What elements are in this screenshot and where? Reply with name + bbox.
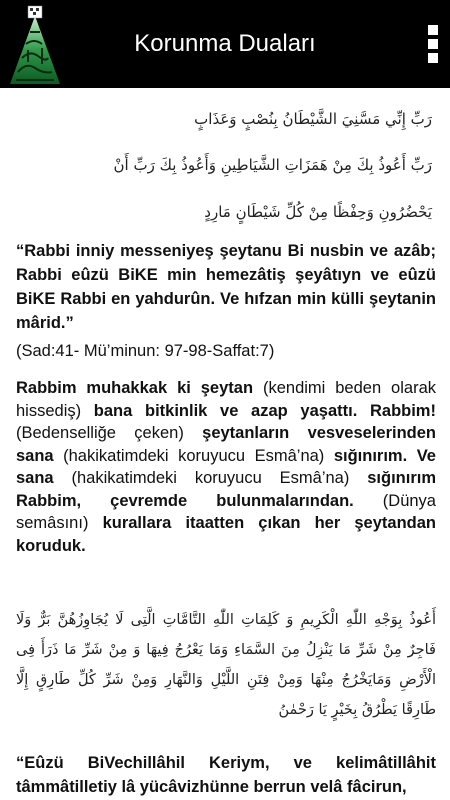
- arabic-prayer-2: أَعُوذُ بِوَجْهِ اللّٰهِ الْكَرِيمِ وَ كَلِمَاتِ اللّٰهِ التَّامَّاتِ الَّتِى لَا يُجَاوِزُهُنَّ بَرٌّ وَلَا فَاجِرٌ مِنْ شَرِّ مَا يَنْزِلُ مِنَ السَّمَاءِ وَمَا يَعْرُجُ فِيهَا وَ مِنْ شَرِّ مَا ذَرَأَ فِى الْأَرْضِ وَمَايَخْرُجُ مِنْهَا وَمِنْ فِتَنِ اللَّيْلِ وَالنَّهَارِ وَمِنْ شَرِّ كُلِّ طَارِقٍ إِلَّا طَارِقًا يَطْرُقُ بِخَيْرٍ يَا رَحْمٰنُ: [16, 612, 436, 718]
- meaning-part: sığınırım Rabbim, çevremde bulunmalarından.: [16, 469, 436, 510]
- app-bar: [0, 0, 450, 88]
- transliteration-1: “Rabbi inniy messeniyeş şeytanu Bi nusbin ve azâb; Rabbi eûzü BiKE min hemezâtiş şeyâtıyn ve eûzü BiKE Rabbi en yahdurûn. Ve hıfzan min külli şeytanin mârid.”: [16, 242, 436, 332]
- meaning-part: (hakikatimdeki koruyucu Esmâ’na): [53, 469, 368, 487]
- arabic-line-2: رَبِّ أَعُوذُ بِكَ مِنْ هَمَزَاتِ الشَّيَاطِينِ وَأَعُوذُ بِكَ رَبِّ أَنْ: [113, 156, 432, 174]
- menu-dot: [428, 25, 438, 35]
- meaning-part: (Bedenselliğe çeken): [16, 424, 203, 442]
- meaning-part: kurallara itaatten çıkan her şeytandan koruduk.: [16, 514, 436, 555]
- arabic-line-1: رَبِّ إِنِّي مَسَّنِيَ الشَّيْطَانُ بِنُصْبٍ وَعَذَابٍ: [194, 110, 432, 128]
- meaning-paragraph: [16, 377, 436, 557]
- meaning-part: (kendimi beden olarak hissediş): [16, 379, 436, 420]
- meaning-part: Rabbim muhakkak ki şeytan: [16, 379, 254, 397]
- arabic-line-3: يَحْضُرُونِ وَحِفْظًا مِنْ كُلِّ شَيْطَانٍ مَارِدٍ: [204, 203, 432, 221]
- prayer-content[interactable]: [0, 88, 450, 800]
- meaning-part: sığınırım. Ve sana: [16, 446, 436, 487]
- transliteration-2: “Eûzü BiVechillâhil Keriym, ve kelimâtillâhit tâmmâtilletiy lâ yücâvizhünne berrun velâ fâcirun,: [16, 754, 436, 796]
- meaning-part: (Dünya semâsını): [16, 491, 436, 532]
- menu-dot: [428, 39, 438, 49]
- meaning-part: şeytanların vesveselerinden sana: [16, 424, 436, 465]
- meaning-part: bana bitkinlik ve azap yaşattı. Rabbim!: [93, 401, 436, 420]
- meaning-part: (hakikatimdeki koruyucu Esmâ’na): [53, 446, 334, 465]
- menu-dot: [428, 53, 438, 63]
- overflow-menu-icon[interactable]: [426, 25, 440, 63]
- verse-reference: (Sad:41- Mü’minun: 97-98-Saffat:7): [16, 342, 275, 360]
- page-title: Korunma Duaları: [134, 30, 316, 57]
